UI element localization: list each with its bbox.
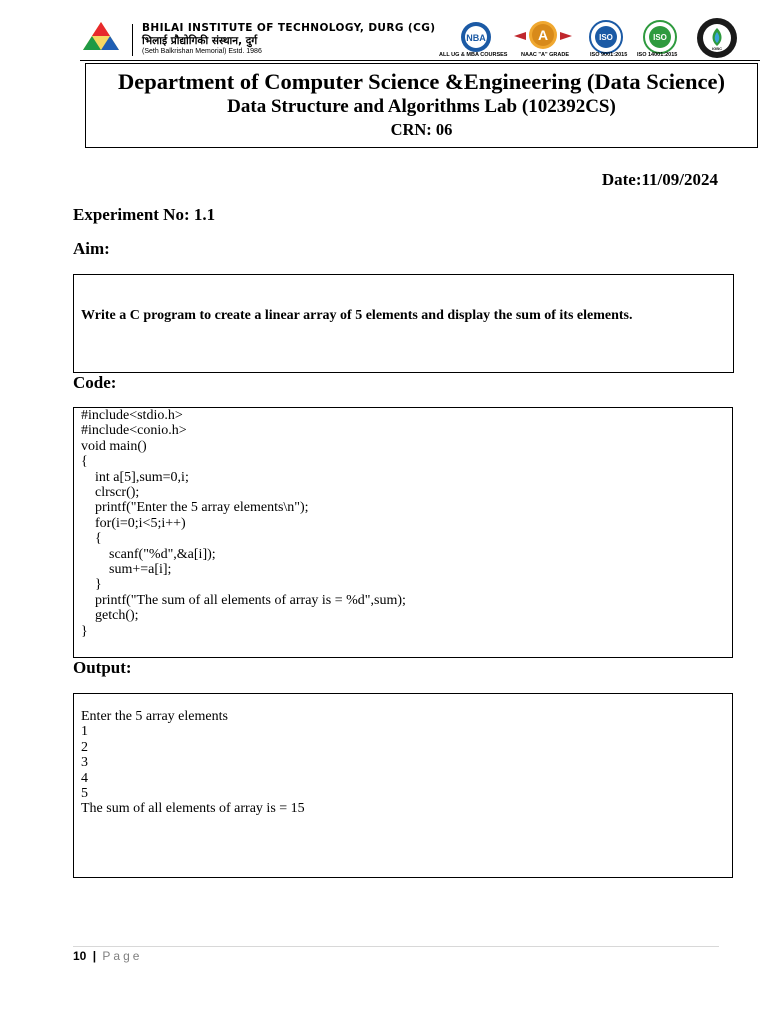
- code-box: [73, 407, 733, 658]
- header-rule: [80, 60, 760, 61]
- code-line: for(i=0;i<5;i++): [81, 515, 186, 531]
- naac-caption: NAAC "A" GRADE: [521, 52, 569, 58]
- output-box: [73, 693, 733, 878]
- iso-9001-badge: [588, 20, 624, 54]
- iso-9001-badge-text: ISO: [599, 33, 613, 42]
- naac-badge-text: A: [537, 27, 549, 43]
- experiment-number: Experiment No: 1.1: [73, 205, 216, 224]
- naac-badge: [514, 20, 572, 52]
- code-line: printf("The sum of all elements of array is = %d",sum);: [81, 592, 406, 608]
- aim-text: Write a C program to create a linear array of 5 elements and display the sum of its elements.: [81, 308, 633, 323]
- institute-name-hindi: भिलाई प्रौद्योगिकी संस्थान, दुर्ग: [142, 35, 258, 47]
- page-separator: |: [92, 949, 97, 963]
- code-line: printf("Enter the 5 array elements\n");: [81, 500, 309, 516]
- crn-label: CRN: 06: [390, 120, 453, 139]
- code-line: clrscr();: [81, 485, 140, 501]
- iso-14001-badge: [642, 20, 678, 54]
- output-line: The sum of all elements of array is = 15: [81, 801, 305, 817]
- aim-heading: Aim:: [73, 239, 110, 258]
- code-line: sum+=a[i];: [81, 562, 172, 578]
- letterhead: [0, 0, 768, 62]
- institute-logo: [80, 20, 122, 60]
- code-line: int a[5],sum=0,i;: [81, 469, 189, 485]
- institute-subtitle: (Seth Balkrishan Memorial) Estd. 1986: [142, 48, 262, 55]
- nba-badge: [458, 20, 494, 54]
- output-line: 1: [81, 724, 88, 740]
- code-line: }: [81, 623, 88, 639]
- output-line: Enter the 5 array elements: [81, 709, 228, 724]
- igbc-badge-text: IGBC: [712, 46, 722, 51]
- page-number: 10: [73, 949, 87, 963]
- page-word: Page: [102, 949, 143, 963]
- footer-rule: [73, 946, 719, 947]
- date-label: Date:11/09/2024: [601, 170, 718, 189]
- code-line: #include<conio.h>: [81, 423, 187, 439]
- nba-badge-text: NBA: [466, 33, 486, 43]
- code-line: #include<stdio.h>: [81, 408, 183, 423]
- aim-box: [73, 274, 734, 373]
- output-line: 4: [81, 770, 88, 786]
- institute-name: BHILAI INSTITUTE OF TECHNOLOGY, DURG (CG): [142, 22, 436, 34]
- institute-block: [142, 22, 442, 56]
- iso-14001-caption: ISO 14001:2015: [637, 52, 678, 58]
- code-line: }: [81, 577, 102, 593]
- igbc-badge: [693, 17, 741, 59]
- department-title: Department of Computer Science &Engineering (Data Science): [118, 69, 725, 94]
- iso-14001-badge-text: ISO: [653, 33, 667, 42]
- iso-9001-caption: ISO 9001:2015: [590, 52, 628, 58]
- title-box: [85, 63, 758, 148]
- output-line: 2: [81, 739, 88, 755]
- nba-caption: ALL UG & MBA COURSES: [439, 52, 508, 58]
- code-line: getch();: [81, 608, 139, 624]
- output-line: 5: [81, 786, 88, 802]
- page-footer: [73, 949, 142, 963]
- code-line: void main(): [81, 438, 147, 454]
- output-line: 3: [81, 755, 88, 771]
- logo-divider: [132, 24, 133, 56]
- code-line: {: [81, 454, 88, 470]
- output-heading: Output:: [73, 658, 132, 677]
- code-line: {: [81, 531, 102, 547]
- code-line: scanf("%d",&a[i]);: [81, 546, 216, 562]
- lab-title: Data Structure and Algorithms Lab (102392CS): [227, 96, 616, 117]
- code-heading: Code:: [73, 373, 117, 392]
